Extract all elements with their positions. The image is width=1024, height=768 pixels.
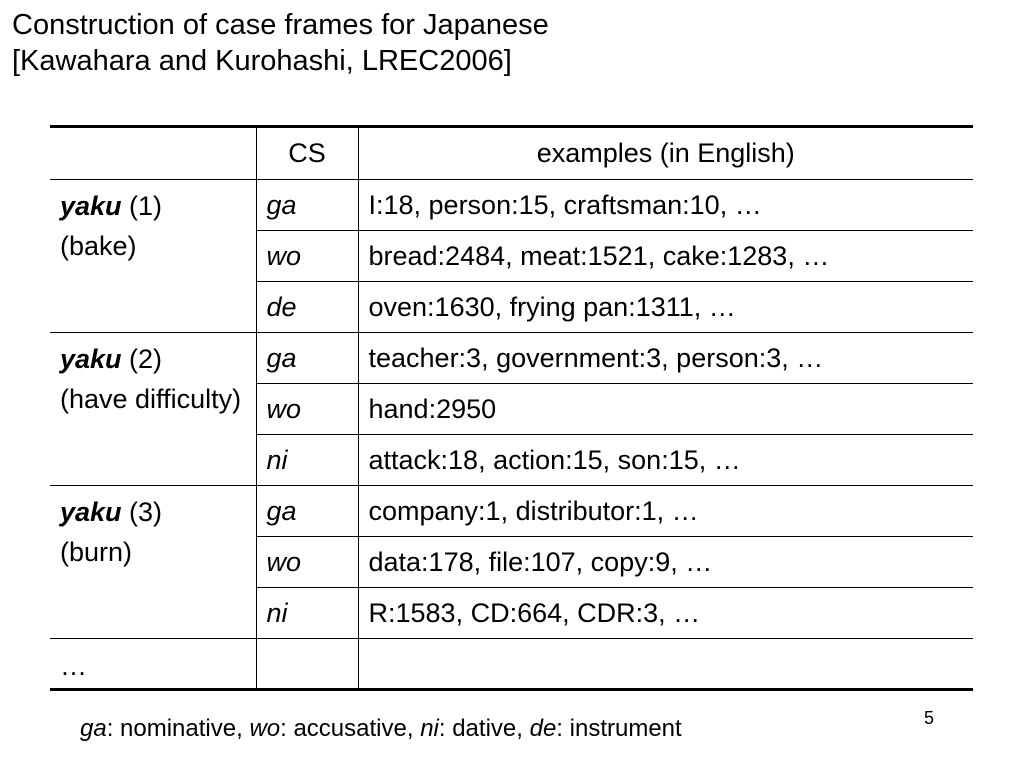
sense-number: (3) [121,497,163,527]
legend-ni-def: : dative, [438,715,530,742]
case-slot: wo [256,384,358,435]
sense-number: (2) [121,344,163,374]
table-row [50,486,973,537]
sense-number: (1) [121,191,163,221]
legend-wo-def: : accusative, [280,715,421,742]
case-slot: ni [256,588,358,639]
sense-gloss: (have difficulty) [60,384,242,414]
title-line-1: Construction of case frames for Japanese [12,9,549,41]
legend-ni-term: ni [420,715,439,742]
legend-de-term: de [529,715,557,742]
legend-de-def: : instrument [556,715,682,742]
case-slot: wo [256,537,358,588]
sense-gloss: (burn) [60,537,133,567]
slide-title [12,7,549,79]
examples-cell: teacher:3, government:3, person:3, … [358,333,973,384]
header-cs: CS [256,127,358,180]
case-slot: ga [256,333,358,384]
header-verb [50,127,256,180]
verb-sense-cell [50,486,256,639]
title-line-2: [Kawahara and Kurohashi, LREC2006] [12,45,512,77]
examples-cell: data:178, file:107, copy:9, … [358,537,973,588]
case-slot: ga [256,486,358,537]
case-slot: ni [256,435,358,486]
case-slot: wo [256,231,358,282]
case-frames-table [50,125,973,691]
table-header-row [50,127,973,180]
empty-examples-cell [358,639,973,690]
legend-wo-term: wo [249,715,281,742]
ellipsis-cell: … [50,639,256,690]
examples-cell: oven:1630, frying pan:1311, … [358,282,973,333]
case-legend-footnote [80,715,682,743]
case-slot: de [256,282,358,333]
verb-word: yaku [60,344,122,374]
verb-sense-cell [50,333,256,486]
sense-gloss: (bake) [60,231,137,261]
header-examples: examples (in English) [358,127,973,180]
legend-ga-def: : nominative, [106,715,250,742]
examples-cell: hand:2950 [358,384,973,435]
page-number: 5 [924,708,935,728]
empty-cs-cell [256,639,358,690]
verb-word: yaku [60,191,122,221]
ellipsis-row [50,639,973,690]
examples-cell: bread:2484, meat:1521, cake:1283, … [358,231,973,282]
examples-cell: I:18, person:15, craftsman:10, … [358,180,973,231]
examples-cell: attack:18, action:15, son:15, … [358,435,973,486]
verb-word: yaku [60,497,122,527]
examples-cell: company:1, distributor:1, … [358,486,973,537]
verb-sense-cell [50,180,256,333]
legend-ga-term: ga [80,715,107,742]
table-row [50,180,973,231]
case-slot: ga [256,180,358,231]
examples-cell: R:1583, CD:664, CDR:3, … [358,588,973,639]
table-row [50,333,973,384]
